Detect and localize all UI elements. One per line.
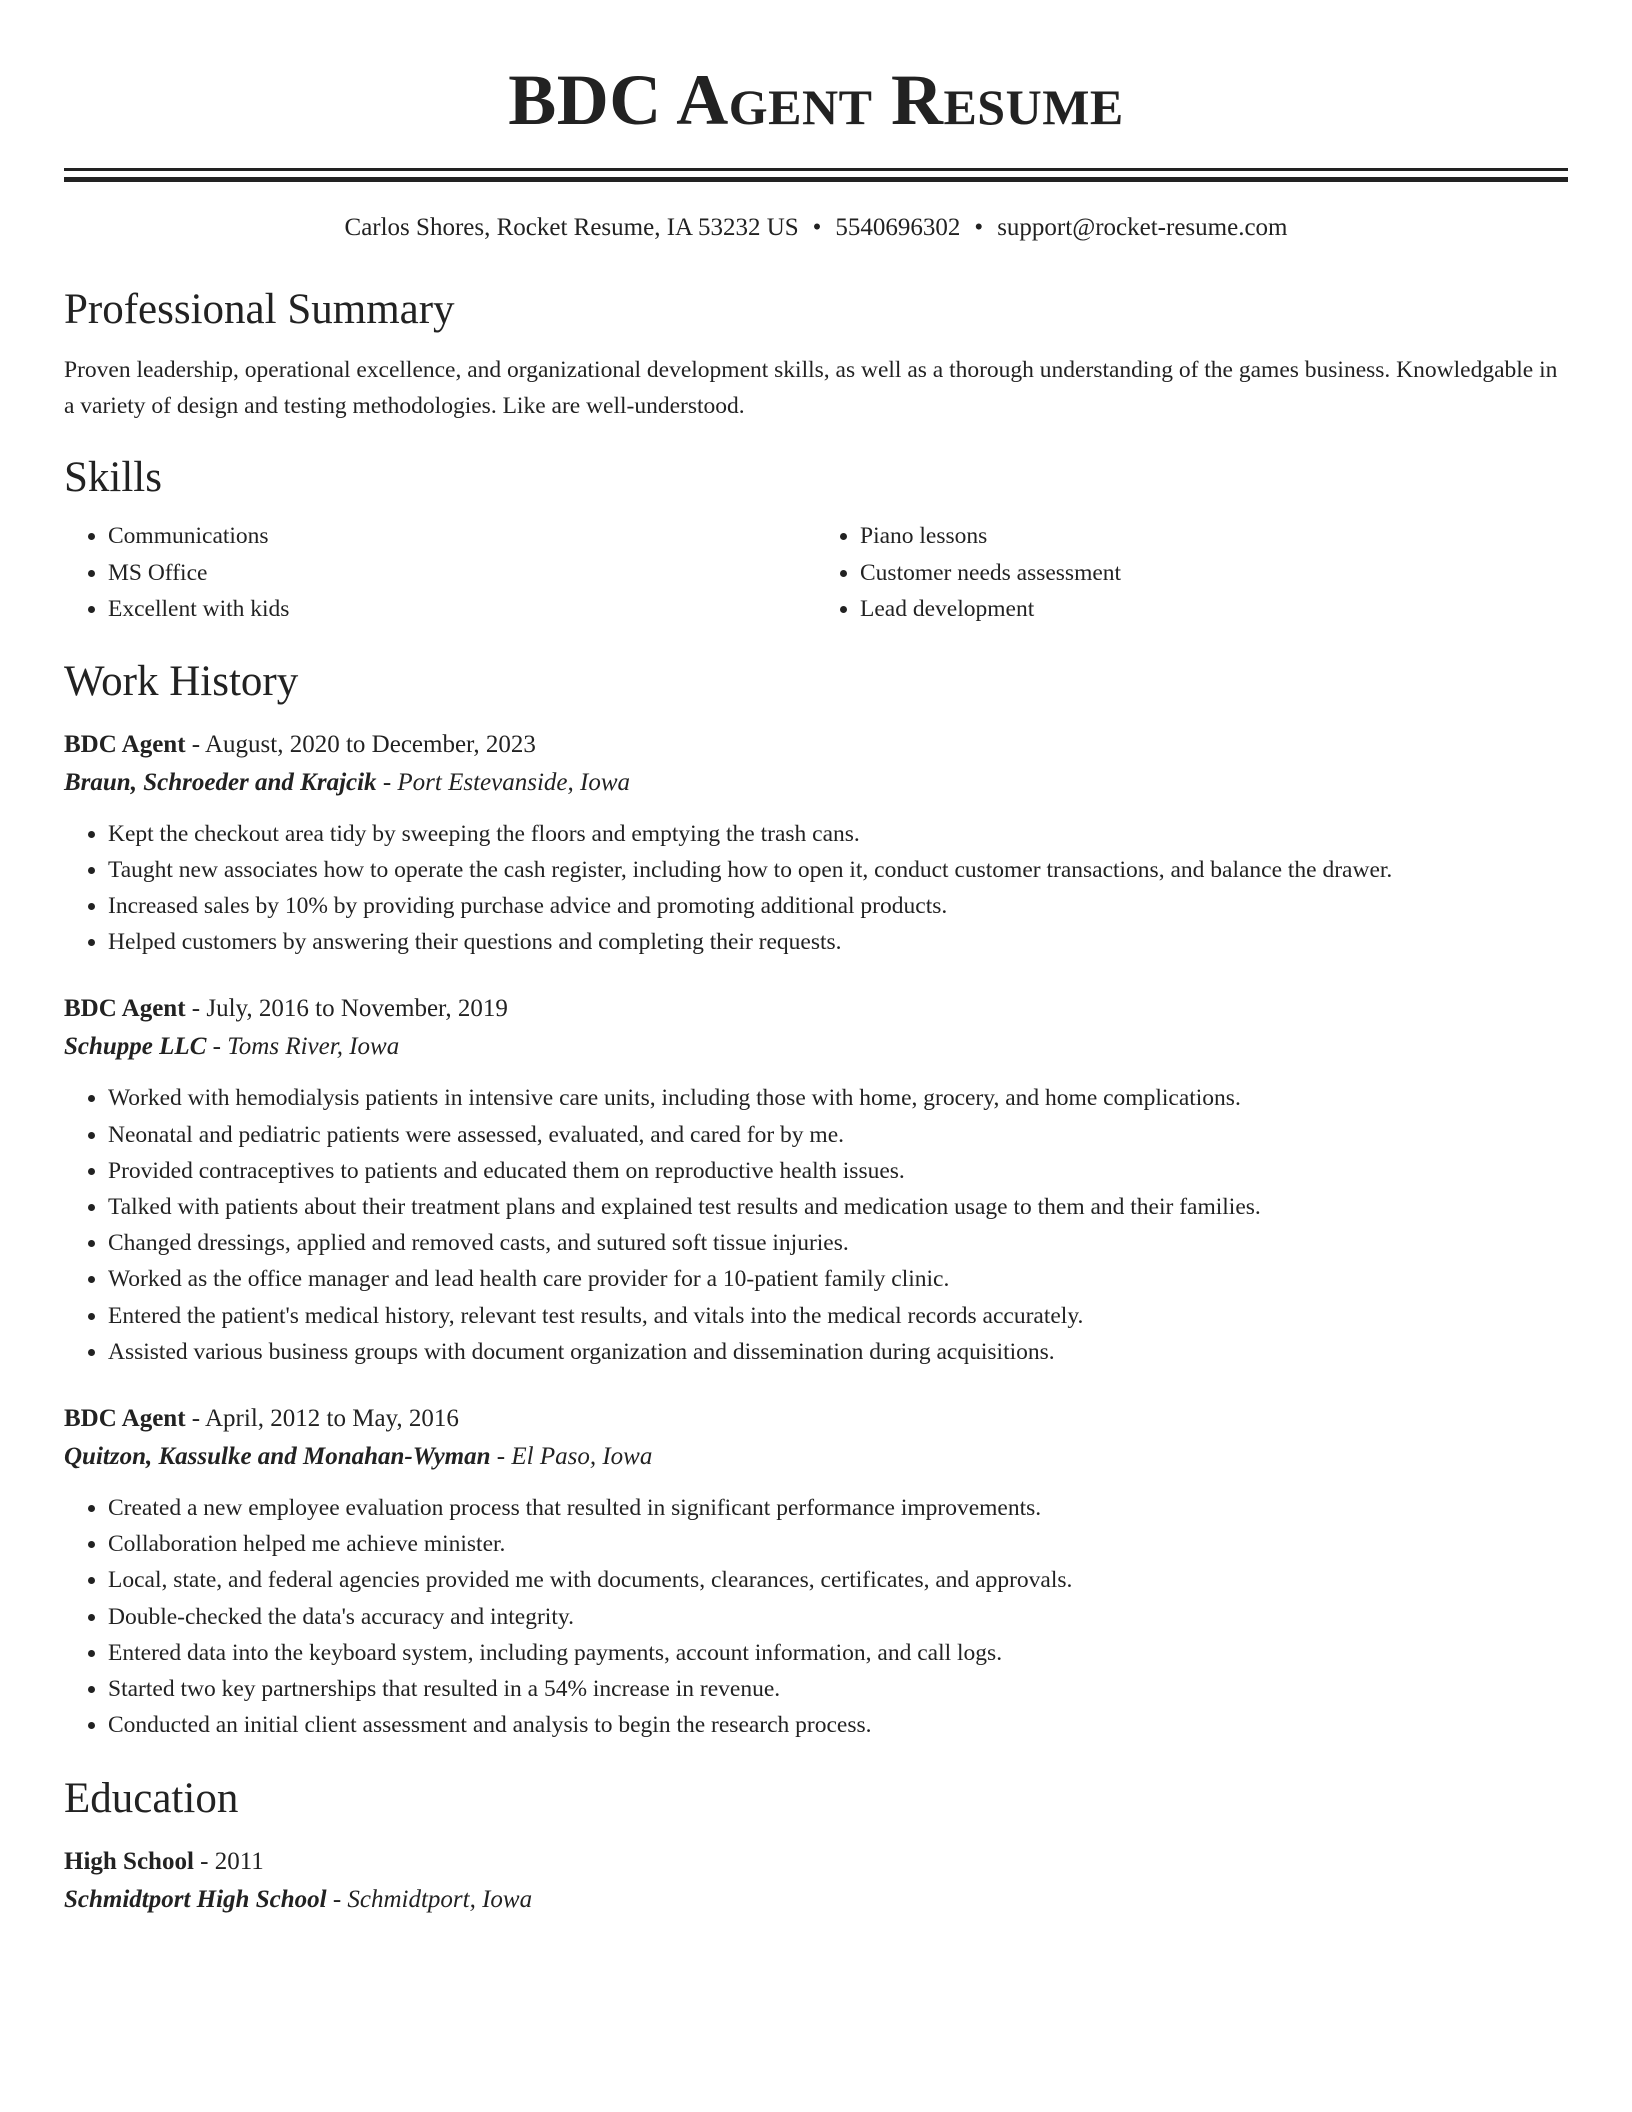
contact-separator: •: [974, 214, 984, 241]
degree-line: [64, 1843, 1568, 1881]
job-bullet: • Assisted various business groups with document organization and dissemination during acquisitions.: [108, 1334, 1568, 1370]
job-bullet: • Collaboration helped me achieve minister.: [108, 1526, 1568, 1562]
summary-text: Proven leadership, operational excellence, and organizational development skills, as well as a thorough understanding of the games business. Knowledgable in a variety of design and testing methodologies. Like are well-understood.: [64, 357, 1558, 419]
job-bullet: • Entered data into the keyboard system, including payments, account information, and call logs.: [108, 1635, 1568, 1671]
job-bullets: [64, 1490, 1568, 1743]
skill-item: • MS Office: [108, 555, 816, 592]
job-title-line: [64, 990, 1568, 1028]
job-bullet: • Neonatal and pediatric patients were assessed, evaluated, and cared for by me.: [108, 1117, 1568, 1153]
job-bullet: • Double-checked the data's accuracy and integrity.: [108, 1599, 1568, 1635]
employer-name: Quitzon, Kassulke and Monahan-Wyman: [64, 1442, 491, 1470]
job-bullets: [64, 1080, 1568, 1370]
job-bullet: • Worked with hemodialysis patients in intensive care units, including those with home, grocery, and home complications.: [108, 1080, 1568, 1116]
contact-address: Carlos Shores, Rocket Resume, IA 53232 US: [344, 214, 799, 241]
job-bullet: • Kept the checkout area tidy by sweeping the floors and emptying the trash cans.: [108, 816, 1568, 852]
job-bullet: • Helped customers by answering their questions and completing their requests.: [108, 924, 1568, 960]
skill-item: • Piano lessons: [860, 518, 1568, 555]
job-bullets: [64, 816, 1568, 961]
job-bullet: • Conducted an initial client assessment and analysis to begin the research process.: [108, 1707, 1568, 1743]
summary-heading: Professional Summary: [64, 286, 455, 333]
school-line: [64, 1881, 1568, 1919]
school-name: Schmidtport High School: [64, 1886, 327, 1914]
skills-column-left: [64, 518, 816, 628]
employer-location: - Toms River, Iowa: [206, 1033, 400, 1061]
skill-item: • Excellent with kids: [108, 591, 816, 628]
job-title-line: [64, 726, 1568, 764]
job-bullet: • Talked with patients about their treatment plans and explained test results and medication usage to them and their families.: [108, 1189, 1568, 1225]
school-location: - Schmidtport, Iowa: [326, 1886, 533, 1914]
degree-name: High School: [64, 1848, 194, 1876]
employer-location: - El Paso, Iowa: [490, 1442, 653, 1470]
job-title: BDC Agent: [64, 1404, 186, 1432]
education-heading: Education: [64, 1775, 239, 1823]
job-title-line: [64, 1400, 1568, 1438]
job-bullet: • Created a new employee evaluation process that resulted in significant performance improvements.: [108, 1490, 1568, 1526]
title-divider-thick: [64, 177, 1568, 182]
skill-item: • Lead development: [860, 591, 1568, 628]
job-entry: [64, 990, 1568, 1370]
skills-heading: Skills: [64, 454, 162, 501]
skill-item: • Communications: [108, 518, 816, 555]
job-title: BDC Agent: [64, 995, 186, 1023]
education-entry: [64, 1843, 1568, 1919]
contact-separator: •: [812, 214, 822, 241]
job-bullet: • Worked as the office manager and lead health care provider for a 10-patient family clinic.: [108, 1261, 1568, 1297]
skills-grid: [64, 518, 1568, 628]
job-dates: - April, 2012 to May, 2016: [185, 1404, 459, 1432]
job-bullet: • Entered the patient's medical history, relevant test results, and vitals into the medical records accurately.: [108, 1298, 1568, 1334]
job-title: BDC Agent: [64, 730, 186, 758]
employer-line: [64, 1028, 1568, 1066]
job-entry: [64, 1400, 1568, 1743]
job-entry: [64, 726, 1568, 961]
title-divider-thin: [64, 168, 1568, 171]
employer-line: [64, 1438, 1568, 1476]
job-dates: - July, 2016 to November, 2019: [185, 995, 508, 1023]
job-bullet: • Started two key partnerships that resulted in a 54% increase in revenue.: [108, 1671, 1568, 1707]
employer-name: Braun, Schroeder and Krajcik: [64, 768, 377, 796]
job-bullet: • Local, state, and federal agencies provided me with documents, clearances, certificates, and approvals.: [108, 1562, 1568, 1598]
job-bullet: • Provided contraceptives to patients and educated them on reproductive health issues.: [108, 1153, 1568, 1189]
job-dates: - August, 2020 to December, 2023: [185, 730, 536, 758]
job-bullet: • Taught new associates how to operate the cash register, including how to open it, conduct customer transactions, and balance the drawer.: [108, 852, 1568, 888]
work-history-heading: Work History: [64, 657, 299, 705]
employer-location: - Port Estevanside, Iowa: [376, 768, 630, 796]
skills-column-right: [816, 518, 1568, 628]
job-bullet: • Increased sales by 10% by providing purchase advice and promoting additional products.: [108, 888, 1568, 924]
contact-email: support@rocket-resume.com: [997, 214, 1288, 241]
contact-phone: 5540696302: [835, 214, 961, 241]
employer-name: Schuppe LLC: [64, 1033, 207, 1061]
skill-item: • Customer needs assessment: [860, 555, 1568, 592]
job-bullet: • Changed dressings, applied and removed casts, and sutured soft tissue injuries.: [108, 1225, 1568, 1261]
employer-line: [64, 764, 1568, 802]
resume-title: BDC Agent Resume: [508, 60, 1124, 140]
degree-year: - 2011: [193, 1848, 264, 1876]
contact-line: [64, 212, 1568, 244]
